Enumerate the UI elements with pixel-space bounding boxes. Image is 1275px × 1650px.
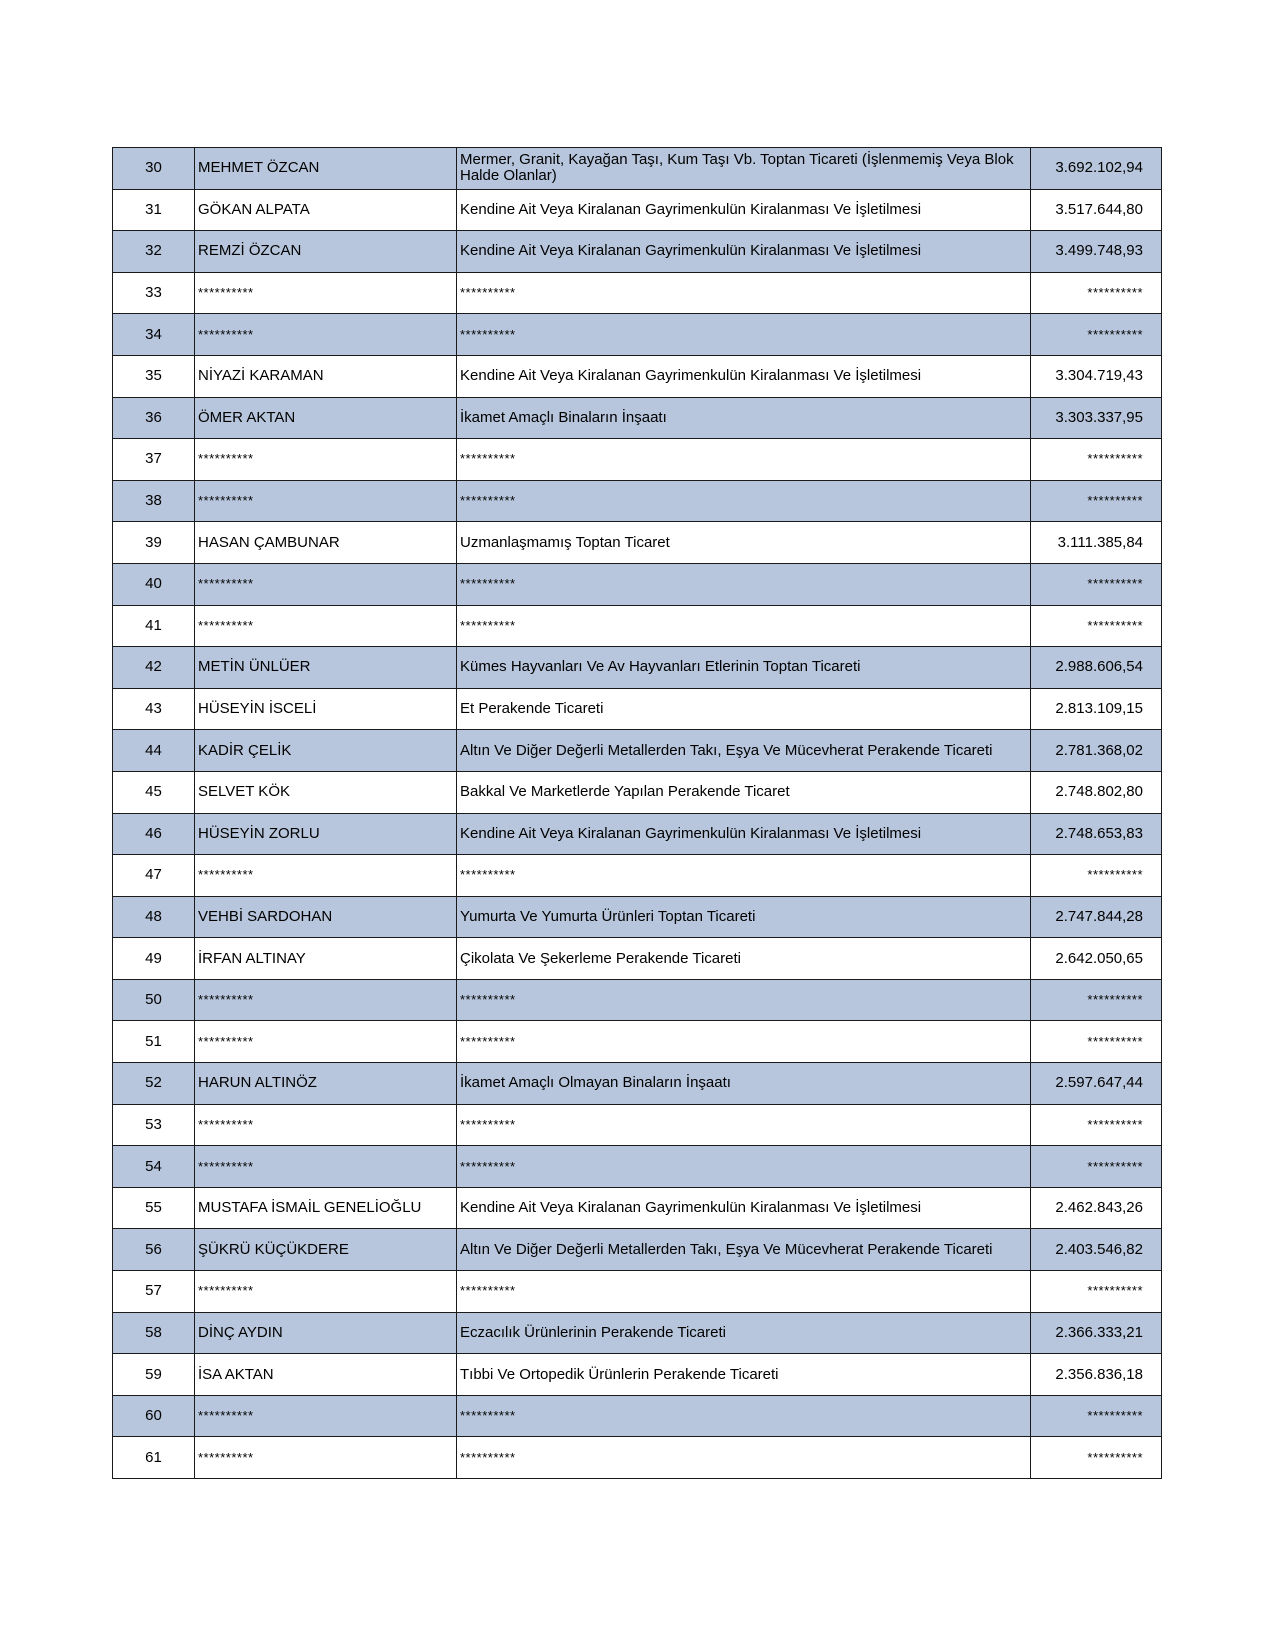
amount-cell: 2.747.844,28: [1031, 896, 1162, 938]
table-row: [113, 314, 1162, 356]
taxpayer-table: [112, 147, 1162, 1479]
taxpayer-name-cell: HÜSEYİN ZORLU: [195, 813, 457, 855]
taxpayer-name-cell: İSA AKTAN: [195, 1354, 457, 1396]
amount-cell: 3.692.102,94: [1031, 148, 1162, 190]
amount-cell: 2.748.802,80: [1031, 771, 1162, 813]
table-row: [113, 1354, 1162, 1396]
taxpayer-name-cell: **********: [195, 272, 457, 314]
row-number-cell: 58: [113, 1312, 195, 1354]
row-number-cell: 53: [113, 1104, 195, 1146]
taxpayer-name-cell: GÖKAN ALPATA: [195, 189, 457, 231]
row-number-cell: 35: [113, 355, 195, 397]
taxpayer-name-cell: **********: [195, 439, 457, 481]
row-number-cell: 42: [113, 647, 195, 689]
activity-cell: Kendine Ait Veya Kiralanan Gayrimenkulün Kiralanması Ve İşletilmesi: [457, 231, 1031, 273]
row-number-cell: 41: [113, 605, 195, 647]
taxpayer-name-cell: MEHMET ÖZCAN: [195, 148, 457, 190]
amount-cell: 2.813.109,15: [1031, 688, 1162, 730]
taxpayer-name-cell: **********: [195, 605, 457, 647]
activity-cell: İkamet Amaçlı Olmayan Binaların İnşaatı: [457, 1063, 1031, 1105]
activity-cell: Tıbbi Ve Ortopedik Ürünlerin Perakende Ticareti: [457, 1354, 1031, 1396]
taxpayer-name-cell: METİN ÜNLÜER: [195, 647, 457, 689]
table-row: [113, 855, 1162, 897]
amount-cell: 3.111.385,84: [1031, 522, 1162, 564]
table-row: [113, 1437, 1162, 1479]
activity-cell: **********: [457, 1104, 1031, 1146]
row-number-cell: 46: [113, 813, 195, 855]
amount-cell: **********: [1031, 605, 1162, 647]
activity-cell: Kendine Ait Veya Kiralanan Gayrimenkulün Kiralanması Ve İşletilmesi: [457, 189, 1031, 231]
taxpayer-name-cell: **********: [195, 979, 457, 1021]
row-number-cell: 54: [113, 1146, 195, 1188]
amount-cell: 2.356.836,18: [1031, 1354, 1162, 1396]
table-row: [113, 605, 1162, 647]
taxpayer-name-cell: İRFAN ALTINAY: [195, 938, 457, 980]
table-row: [113, 896, 1162, 938]
activity-cell: Et Perakende Ticareti: [457, 688, 1031, 730]
row-number-cell: 56: [113, 1229, 195, 1271]
activity-cell: Mermer, Granit, Kayağan Taşı, Kum Taşı Vb. Toptan Ticareti (İşlenmemiş Veya Blok Halde Olanlar): [457, 148, 1031, 190]
table-row: [113, 563, 1162, 605]
amount-cell: **********: [1031, 272, 1162, 314]
amount-cell: **********: [1031, 563, 1162, 605]
activity-cell: Çikolata Ve Şekerleme Perakende Ticareti: [457, 938, 1031, 980]
table-row: [113, 522, 1162, 564]
taxpayer-name-cell: HARUN ALTINÖZ: [195, 1063, 457, 1105]
row-number-cell: 37: [113, 439, 195, 481]
taxpayer-name-cell: **********: [195, 1271, 457, 1313]
taxpayer-name-cell: **********: [195, 1021, 457, 1063]
row-number-cell: 39: [113, 522, 195, 564]
row-number-cell: 34: [113, 314, 195, 356]
amount-cell: **********: [1031, 855, 1162, 897]
table-row: [113, 439, 1162, 481]
activity-cell: Kümes Hayvanları Ve Av Hayvanları Etlerinin Toptan Ticareti: [457, 647, 1031, 689]
row-number-cell: 36: [113, 397, 195, 439]
taxpayer-name-cell: **********: [195, 855, 457, 897]
activity-cell: **********: [457, 439, 1031, 481]
activity-cell: **********: [457, 1437, 1031, 1479]
table-row: [113, 688, 1162, 730]
amount-cell: 2.366.333,21: [1031, 1312, 1162, 1354]
row-number-cell: 30: [113, 148, 195, 190]
row-number-cell: 47: [113, 855, 195, 897]
taxpayer-name-cell: MUSTAFA İSMAİL GENELİOĞLU: [195, 1187, 457, 1229]
table-row: [113, 148, 1162, 190]
taxpayer-name-cell: NİYAZİ KARAMAN: [195, 355, 457, 397]
row-number-cell: 49: [113, 938, 195, 980]
taxpayer-name-cell: VEHBİ SARDOHAN: [195, 896, 457, 938]
activity-cell: **********: [457, 314, 1031, 356]
activity-cell: Uzmanlaşmamış Toptan Ticaret: [457, 522, 1031, 564]
row-number-cell: 52: [113, 1063, 195, 1105]
amount-cell: **********: [1031, 979, 1162, 1021]
activity-cell: **********: [457, 1146, 1031, 1188]
table-row: [113, 1021, 1162, 1063]
amount-cell: **********: [1031, 439, 1162, 481]
amount-cell: **********: [1031, 1437, 1162, 1479]
table-row: [113, 189, 1162, 231]
table-row: [113, 397, 1162, 439]
taxpayer-name-cell: **********: [195, 314, 457, 356]
activity-cell: Kendine Ait Veya Kiralanan Gayrimenkulün Kiralanması Ve İşletilmesi: [457, 813, 1031, 855]
taxpayer-name-cell: **********: [195, 1146, 457, 1188]
table-row: [113, 272, 1162, 314]
table-row: [113, 647, 1162, 689]
amount-cell: **********: [1031, 1395, 1162, 1437]
amount-cell: 2.748.653,83: [1031, 813, 1162, 855]
row-number-cell: 31: [113, 189, 195, 231]
taxpayer-name-cell: **********: [195, 1395, 457, 1437]
activity-cell: İkamet Amaçlı Binaların İnşaatı: [457, 397, 1031, 439]
amount-cell: 3.517.644,80: [1031, 189, 1162, 231]
activity-cell: **********: [457, 563, 1031, 605]
taxpayer-name-cell: DİNÇ AYDIN: [195, 1312, 457, 1354]
table-row: [113, 1187, 1162, 1229]
table-row: [113, 1271, 1162, 1313]
row-number-cell: 45: [113, 771, 195, 813]
taxpayer-name-cell: ÖMER AKTAN: [195, 397, 457, 439]
table-row: [113, 1104, 1162, 1146]
activity-cell: **********: [457, 480, 1031, 522]
taxpayer-name-cell: **********: [195, 1437, 457, 1479]
amount-cell: 3.303.337,95: [1031, 397, 1162, 439]
activity-cell: **********: [457, 855, 1031, 897]
amount-cell: **********: [1031, 1271, 1162, 1313]
row-number-cell: 61: [113, 1437, 195, 1479]
table-row: [113, 355, 1162, 397]
table-row: [113, 1146, 1162, 1188]
row-number-cell: 32: [113, 231, 195, 273]
row-number-cell: 51: [113, 1021, 195, 1063]
taxpayer-name-cell: SELVET KÖK: [195, 771, 457, 813]
table-row: [113, 231, 1162, 273]
taxpayer-table-body: [113, 148, 1162, 1479]
amount-cell: 2.642.050,65: [1031, 938, 1162, 980]
activity-cell: Kendine Ait Veya Kiralanan Gayrimenkulün Kiralanması Ve İşletilmesi: [457, 1187, 1031, 1229]
amount-cell: **********: [1031, 1021, 1162, 1063]
row-number-cell: 33: [113, 272, 195, 314]
amount-cell: 2.781.368,02: [1031, 730, 1162, 772]
table-row: [113, 813, 1162, 855]
amount-cell: 2.988.606,54: [1031, 647, 1162, 689]
table-row: [113, 938, 1162, 980]
table-row: [113, 1229, 1162, 1271]
table-row: [113, 730, 1162, 772]
activity-cell: Eczacılık Ürünlerinin Perakende Ticareti: [457, 1312, 1031, 1354]
amount-cell: 2.462.843,26: [1031, 1187, 1162, 1229]
table-row: [113, 979, 1162, 1021]
row-number-cell: 50: [113, 979, 195, 1021]
taxpayer-name-cell: **********: [195, 480, 457, 522]
taxpayer-name-cell: ŞÜKRÜ KÜÇÜKDERE: [195, 1229, 457, 1271]
amount-cell: **********: [1031, 480, 1162, 522]
activity-cell: Kendine Ait Veya Kiralanan Gayrimenkulün Kiralanması Ve İşletilmesi: [457, 355, 1031, 397]
table-row: [113, 771, 1162, 813]
activity-cell: Altın Ve Diğer Değerli Metallerden Takı, Eşya Ve Mücevherat Perakende Ticareti: [457, 730, 1031, 772]
table-row: [113, 480, 1162, 522]
row-number-cell: 38: [113, 480, 195, 522]
amount-cell: 2.403.546,82: [1031, 1229, 1162, 1271]
row-number-cell: 43: [113, 688, 195, 730]
amount-cell: 3.499.748,93: [1031, 231, 1162, 273]
row-number-cell: 44: [113, 730, 195, 772]
amount-cell: **********: [1031, 1146, 1162, 1188]
table-row: [113, 1312, 1162, 1354]
row-number-cell: 48: [113, 896, 195, 938]
activity-cell: Altın Ve Diğer Değerli Metallerden Takı, Eşya Ve Mücevherat Perakende Ticareti: [457, 1229, 1031, 1271]
amount-cell: **********: [1031, 1104, 1162, 1146]
row-number-cell: 60: [113, 1395, 195, 1437]
amount-cell: **********: [1031, 314, 1162, 356]
activity-cell: **********: [457, 272, 1031, 314]
amount-cell: 3.304.719,43: [1031, 355, 1162, 397]
taxpayer-name-cell: KADİR ÇELİK: [195, 730, 457, 772]
activity-cell: **********: [457, 1271, 1031, 1313]
table-row: [113, 1395, 1162, 1437]
table-row: [113, 1063, 1162, 1105]
taxpayer-name-cell: **********: [195, 563, 457, 605]
taxpayer-name-cell: HÜSEYİN İSCELİ: [195, 688, 457, 730]
row-number-cell: 40: [113, 563, 195, 605]
taxpayer-list-sheet: [112, 147, 1161, 1479]
activity-cell: **********: [457, 605, 1031, 647]
activity-cell: **********: [457, 1395, 1031, 1437]
activity-cell: **********: [457, 979, 1031, 1021]
row-number-cell: 59: [113, 1354, 195, 1396]
taxpayer-name-cell: REMZİ ÖZCAN: [195, 231, 457, 273]
taxpayer-name-cell: **********: [195, 1104, 457, 1146]
row-number-cell: 55: [113, 1187, 195, 1229]
activity-cell: Yumurta Ve Yumurta Ürünleri Toptan Ticareti: [457, 896, 1031, 938]
amount-cell: 2.597.647,44: [1031, 1063, 1162, 1105]
activity-cell: Bakkal Ve Marketlerde Yapılan Perakende Ticaret: [457, 771, 1031, 813]
taxpayer-name-cell: HASAN ÇAMBUNAR: [195, 522, 457, 564]
row-number-cell: 57: [113, 1271, 195, 1313]
activity-cell: **********: [457, 1021, 1031, 1063]
